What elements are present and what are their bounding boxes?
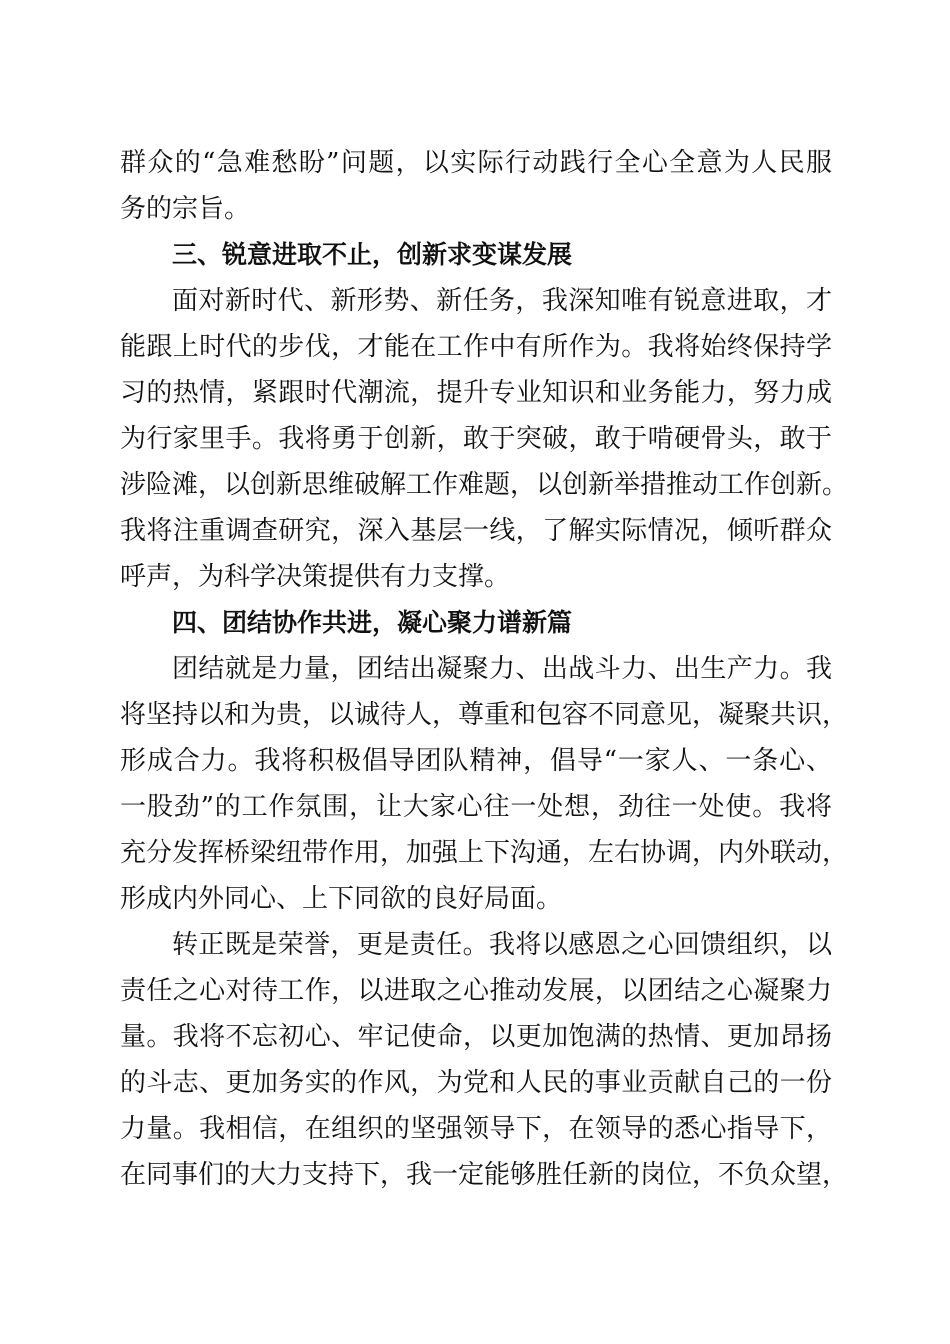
paragraph-line: 呼声，为科学决策提供有力支撑。 <box>120 562 511 592</box>
paragraph-line: 在同事们的大力支持下，我一定能够胜任新的岗位，不负众望， <box>120 1160 849 1190</box>
paragraph-line: 转正既是荣誉，更是责任。我将以感恩之心回馈组织，以 <box>172 930 832 960</box>
paragraph-line: 团结就是力量，团结出凝聚力、出战斗力、出生产力。我 <box>172 654 832 684</box>
intro-paragraph <box>120 140 832 232</box>
document-body <box>120 140 849 1198</box>
section-3-paragraph <box>120 278 849 600</box>
paragraph-line: 一股劲”的工作氛围，让大家心往一处想，劲往一处使。我将 <box>120 792 832 822</box>
paragraph-line: 力量。我相信，在组织的坚强领导下，在领导的悉心指导下， <box>120 1114 832 1144</box>
paragraph-line: 充分发挥桥梁纽带作用，加强上下沟通，左右协调，内外联动， <box>120 838 849 868</box>
paragraph-line: 责任之心对待工作，以进取之心推动发展，以团结之心凝聚力 <box>120 976 832 1006</box>
paragraph-line: 习的热情，紧跟时代潮流，提升专业知识和业务能力，努力成 <box>120 378 832 408</box>
paragraph-line: 我将注重调查研究，深入基层一线，了解实际情况，倾听群众 <box>120 516 832 546</box>
paragraph-line: 群众的“急难愁盼”问题，以实际行动践行全心全意为人民服 <box>120 148 832 178</box>
paragraph-line: 量。我将不忘初心、牢记使命，以更加饱满的热情、更加昂扬 <box>120 1022 832 1052</box>
paragraph-line: 为行家里手。我将勇于创新，敢于突破，敢于啃硬骨头，敢于 <box>120 424 832 454</box>
closing-paragraph <box>120 922 849 1198</box>
paragraph-line: 将坚持以和为贵，以诚待人，尊重和包容不同意见，凝聚共识， <box>120 700 849 730</box>
section-4-paragraph <box>120 646 849 922</box>
paragraph-line: 能跟上时代的步伐，才能在工作中有所作为。我将始终保持学 <box>120 332 832 362</box>
paragraph-line: 形成合力。我将积极倡导团队精神，倡导“一家人、一条心、 <box>120 746 832 776</box>
paragraph-line: 涉险滩，以创新思维破解工作难题，以创新举措推动工作创新。 <box>120 470 849 500</box>
paragraph-line: 形成内外同心、上下同欲的良好局面。 <box>120 884 563 914</box>
section-heading-3: 三、锐意进取不止，创新求变谋发展 <box>172 240 573 269</box>
paragraph-line: 务的宗旨。 <box>120 194 251 224</box>
paragraph-line: 面对新时代、新形势、新任务，我深知唯有锐意进取，才 <box>172 286 832 316</box>
paragraph-line: 的斗志、更加务实的作风，为党和人民的事业贡献自己的一份 <box>120 1068 832 1098</box>
section-heading-4: 四、团结协作共进，凝心聚力谱新篇 <box>172 608 573 637</box>
